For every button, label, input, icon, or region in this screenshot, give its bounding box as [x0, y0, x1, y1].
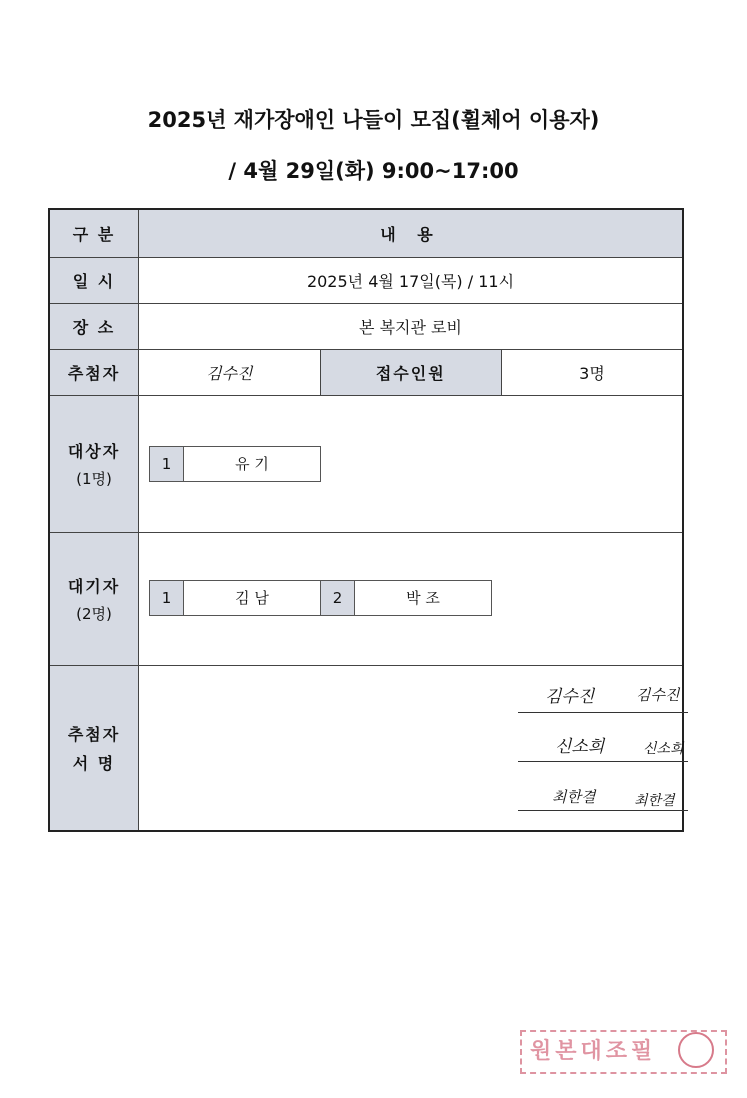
signature: 최한결 [634, 793, 675, 809]
header-row [49, 209, 683, 257]
waiting-row [49, 532, 683, 665]
signer-name: 김수진 [545, 687, 595, 707]
waiting-name: 김 남 [184, 580, 321, 615]
signature-label-2: 서 명 [72, 753, 116, 773]
selected-content [139, 395, 684, 532]
header-value: 내 용 [139, 209, 684, 257]
selected-no: 1 [150, 446, 184, 481]
waiting-label: 대기자 [67, 576, 121, 596]
signature-line [518, 761, 688, 762]
drawer-label: 추첨자 [49, 349, 139, 395]
waiting-no: 1 [150, 580, 184, 615]
signature: 신소희 [643, 741, 684, 757]
signer-name: 최한결 [552, 788, 596, 806]
signature-line [518, 712, 688, 713]
received-label: 접수인원 [320, 349, 502, 395]
signature-label-cell [49, 665, 139, 831]
header-label: 구 분 [49, 209, 139, 257]
drawer-value: 김수진 [139, 349, 321, 395]
list-item [150, 580, 492, 615]
selected-name: 유 기 [184, 446, 321, 481]
date-value: 2025년 4월 17일(목) / 11시 [139, 257, 684, 303]
waiting-name: 박 조 [355, 580, 492, 615]
selected-label-cell [49, 395, 139, 532]
waiting-no: 2 [321, 580, 355, 615]
date-label: 일 시 [49, 257, 139, 303]
place-value: 본 복지관 로비 [139, 303, 684, 349]
waiting-list [149, 580, 492, 616]
signature-line [518, 810, 688, 811]
signature-label: 추첨자 [67, 724, 121, 744]
waiting-label-cell [49, 532, 139, 665]
place-label: 장 소 [49, 303, 139, 349]
document-subtitle-date: / 4월 29일(화) 9:00~17:00 [228, 159, 519, 183]
document-title: 2025년 재가장애인 나들이 모집(휠체어 이용자) [147, 108, 600, 132]
selected-label: 대상자 [67, 441, 121, 461]
certified-copy-stamp: 원본대조필 [520, 1030, 727, 1074]
drawer-row [49, 349, 683, 395]
selected-row [49, 395, 683, 532]
waiting-count: (2명) [76, 604, 112, 623]
date-row [49, 257, 683, 303]
received-value: 3명 [502, 349, 684, 395]
place-row [49, 303, 683, 349]
selected-count: (1명) [76, 469, 112, 488]
list-item [150, 446, 321, 481]
selected-list [149, 446, 321, 482]
seal-icon [678, 1032, 714, 1068]
signature: 김수진 [636, 686, 680, 704]
waiting-content [139, 532, 684, 665]
signer-name: 신소희 [555, 737, 605, 757]
